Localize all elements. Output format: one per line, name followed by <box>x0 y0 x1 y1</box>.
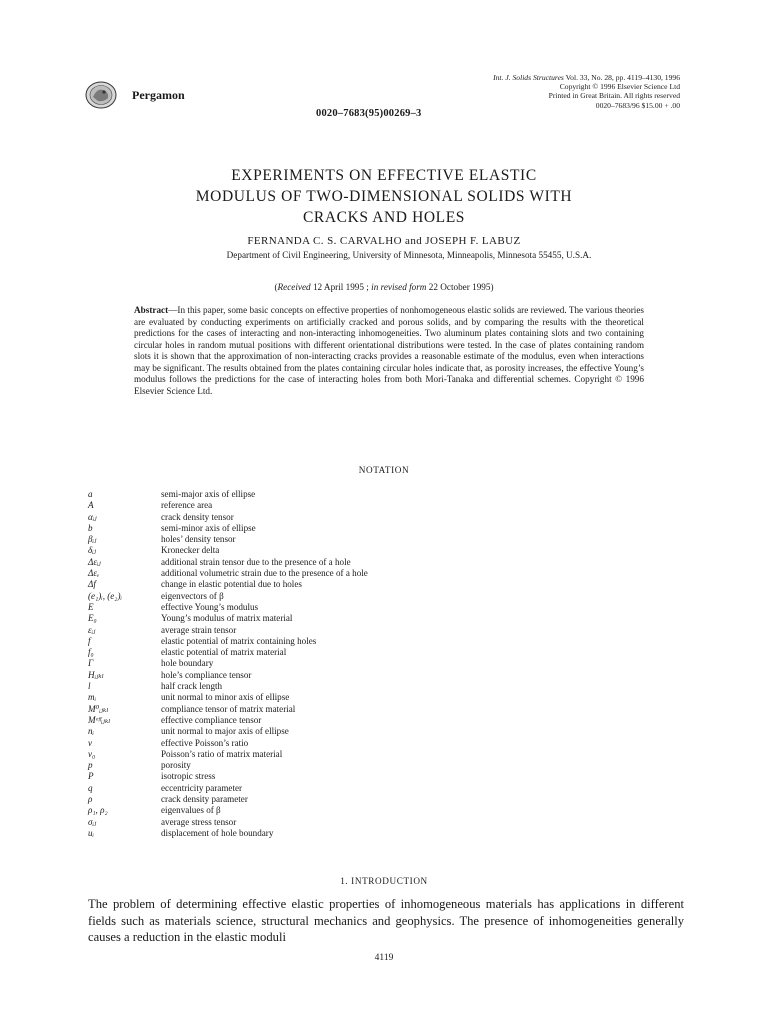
notation-description: hole boundary <box>161 658 214 669</box>
journal-citation <box>320 73 680 110</box>
title-line: CRACKS AND HOLES <box>302 209 466 226</box>
notation-row <box>88 749 588 760</box>
notation-row <box>88 613 588 624</box>
pergamon-logo-icon <box>84 80 118 110</box>
notation-description: eccentricity parameter <box>161 782 243 793</box>
notation-description: half crack length <box>161 681 223 692</box>
notation-symbol: δᵢⱼ <box>88 545 97 556</box>
notation-description: effective Poisson’s ratio <box>161 737 249 748</box>
notation-row <box>88 568 588 579</box>
notation-description: unit normal to minor axis of ellipse <box>161 692 290 703</box>
notation-row <box>88 805 588 816</box>
author-affiliation: Department of Civil Engineering, University of Minnesota, Minneapolis, Minnesota 55455, U.S.A. <box>226 250 592 260</box>
notation-symbol: uᵢ <box>88 827 94 838</box>
notation-symbol: a <box>88 489 93 499</box>
author-list: FERNANDA C. S. CARVALHO and JOSEPH F. LABUZ <box>247 235 521 247</box>
publisher-name: Pergamon <box>132 88 185 102</box>
notation-description: isotropic stress <box>161 771 216 782</box>
notation-symbol: Hᵢⱼₖₗ <box>88 669 104 680</box>
section-heading-introduction: 1. INTRODUCTION <box>340 876 428 886</box>
notation-row <box>88 591 588 602</box>
abstract-label: Abstract <box>134 305 169 315</box>
notation-row <box>88 760 588 771</box>
notation-heading: NOTATION <box>358 465 410 475</box>
notation-row <box>88 817 588 828</box>
notation-symbol: Δεᵢⱼ <box>88 556 101 567</box>
issn-price-line: 0020–7683/96 $15.00 + .00 <box>595 100 680 110</box>
notation-row <box>88 545 588 556</box>
notation-symbol: αᵢⱼ <box>88 511 97 522</box>
notation-description: elastic potential of matrix containing holes <box>161 635 317 646</box>
notation-symbol: ρ₁, ρ₂ <box>88 805 108 816</box>
notation-symbol: f₀ <box>88 647 94 658</box>
notation-row <box>88 579 588 590</box>
notation-symbol: q <box>88 782 93 793</box>
notation-symbol: (e₁)ᵢ, (e₂)ᵢ <box>88 590 122 601</box>
notation-description: average strain tensor <box>161 624 237 635</box>
notation-description: additional volumetric strain due to the presence of a hole <box>161 568 368 579</box>
notation-symbol: v₀ <box>88 748 96 759</box>
notation-row <box>88 500 588 511</box>
received-dates <box>84 282 684 292</box>
notation-description: Poisson’s ratio of matrix material <box>161 748 283 759</box>
notation-description: Young’s modulus of matrix material <box>161 613 293 624</box>
abstract-text: —In this paper, some basic concepts on effective properties of nonhomogeneous elastic solids are reviewed. The various theories are evaluated by conducting experiments on artificially cracked and porous solids, and by comparing the results with the theoretical predictions for the cases of interacting and non-interacting inhomogeneities. Two aluminum plates containing slots and two containing circular holes in random mutual positions with different orientational distributions were tested. In the case of plates containing random slots it is shown that the approximation of non-interacting cracks provides a reasonable estimate of the modulus, even when interactions may be significant. The results obtained from the plates containing circular holes indicate that, as porosity increases, the effective Young’s modulus follows the predictions for the case of interacting holes from both Mori-Tanaka and differential schemes. Copyright © 1996 Elsevier Science Ltd. <box>134 305 644 396</box>
notation-symbol: Mᵉᶠᶠᵢⱼₖₗ <box>88 714 111 725</box>
revised-label: in revised form <box>371 282 427 292</box>
notation-symbol: v <box>88 737 93 748</box>
notation-row <box>88 625 588 636</box>
notation-symbol: Δεᵥ <box>88 568 100 579</box>
notation-row <box>88 670 588 681</box>
notation-symbol: f <box>88 635 91 646</box>
notation-row <box>88 692 588 703</box>
notation-symbol: σᵢⱼ <box>88 816 97 827</box>
notation-description: effective Young’s modulus <box>161 601 259 612</box>
notation-row <box>88 726 588 737</box>
notation-row <box>88 783 588 794</box>
notation-description: holes’ density tensor <box>161 534 236 545</box>
notation-symbol: A <box>88 500 94 511</box>
notation-symbol: b <box>88 522 93 533</box>
notation-description: average stress tensor <box>161 816 237 827</box>
notation-description: effective compliance tensor <box>161 714 262 725</box>
notation-symbol: P <box>88 771 94 782</box>
notation-description: eigenvectors of β <box>161 590 224 601</box>
notation-row <box>88 512 588 523</box>
notation-symbol: p <box>88 760 93 771</box>
title-line: EXPERIMENTS ON EFFECTIVE ELASTIC <box>231 167 537 184</box>
publisher-block <box>84 80 284 114</box>
notation-symbol: nᵢ <box>88 726 94 737</box>
notation-description: crack density tensor <box>161 511 234 522</box>
notation-description: semi-major axis of ellipse <box>161 489 256 499</box>
notation-description: compliance tensor of matrix material <box>161 703 296 714</box>
page-number: 4119 <box>374 953 394 963</box>
notation-list <box>88 489 588 839</box>
received-label: Received <box>277 282 311 292</box>
notation-row <box>88 602 588 613</box>
notation-symbol: M⁰ᵢⱼₖₗ <box>88 703 109 714</box>
notation-symbol: l <box>88 681 91 692</box>
abstract <box>134 305 644 397</box>
introduction-paragraph: The problem of determining effective elastic properties of inhomogeneous materials has applications in different fields such as materials science, structural mechanics and geophysics. The presence of inhomogeneities generally causes a reduction in the elastic moduli <box>88 897 684 944</box>
notation-symbol: Γ <box>88 658 94 669</box>
journal-volume: Vol. 33, No. 28, pp. 4119–4130, 1996 <box>563 73 680 82</box>
copyright-line: Copyright © 1996 Elsevier Science Ltd <box>559 82 680 92</box>
paren-open: ( <box>274 282 278 292</box>
notation-row <box>88 715 588 726</box>
notation-description: porosity <box>161 760 191 771</box>
journal-name: Int. J. Solids Structures <box>493 73 564 82</box>
notation-symbol: E₀ <box>88 613 97 624</box>
revised-date: 22 October 1995) <box>426 282 494 292</box>
notation-row <box>88 636 588 647</box>
notation-description: displacement of hole boundary <box>161 827 274 838</box>
notation-row <box>88 738 588 749</box>
notation-symbol: mᵢ <box>88 692 97 703</box>
notation-row <box>88 681 588 692</box>
notation-description: unit normal to major axis of ellipse <box>161 726 289 737</box>
notation-row <box>88 828 588 839</box>
notation-description: semi-minor axis of ellipse <box>161 522 256 533</box>
notation-row <box>88 534 588 545</box>
received-date: 12 April 1995 ; <box>310 282 372 292</box>
notation-description: crack density parameter <box>161 794 248 805</box>
printed-line: Printed in Great Britain. All rights reserved <box>548 91 680 101</box>
notation-symbol: εᵢⱼ <box>88 624 96 635</box>
notation-row <box>88 647 588 658</box>
notation-symbol: βᵢⱼ <box>88 534 97 545</box>
notation-description: hole’s compliance tensor <box>161 669 252 680</box>
notation-description: Kronecker delta <box>161 545 220 556</box>
notation-description: reference area <box>161 500 213 511</box>
notation-row <box>88 794 588 805</box>
notation-symbol: Δf <box>88 579 96 590</box>
notation-description: additional strain tensor due to the presence of a hole <box>161 556 351 567</box>
notation-row <box>88 771 588 782</box>
notation-row <box>88 704 588 715</box>
notation-row <box>88 523 588 534</box>
article-identifier: 0020–7683(95)00269–3 <box>316 108 422 119</box>
title-line: MODULUS OF TWO-DIMENSIONAL SOLIDS WITH <box>195 188 573 205</box>
paper-title <box>84 165 684 228</box>
notation-description: change in elastic potential due to holes <box>161 579 302 590</box>
notation-description: elastic potential of matrix material <box>161 647 287 658</box>
notation-description: eigenvalues of β <box>161 805 221 816</box>
notation-symbol: ρ <box>88 794 93 805</box>
notation-row <box>88 489 588 500</box>
notation-symbol: E <box>88 601 94 612</box>
notation-row <box>88 557 588 568</box>
notation-row <box>88 658 588 669</box>
